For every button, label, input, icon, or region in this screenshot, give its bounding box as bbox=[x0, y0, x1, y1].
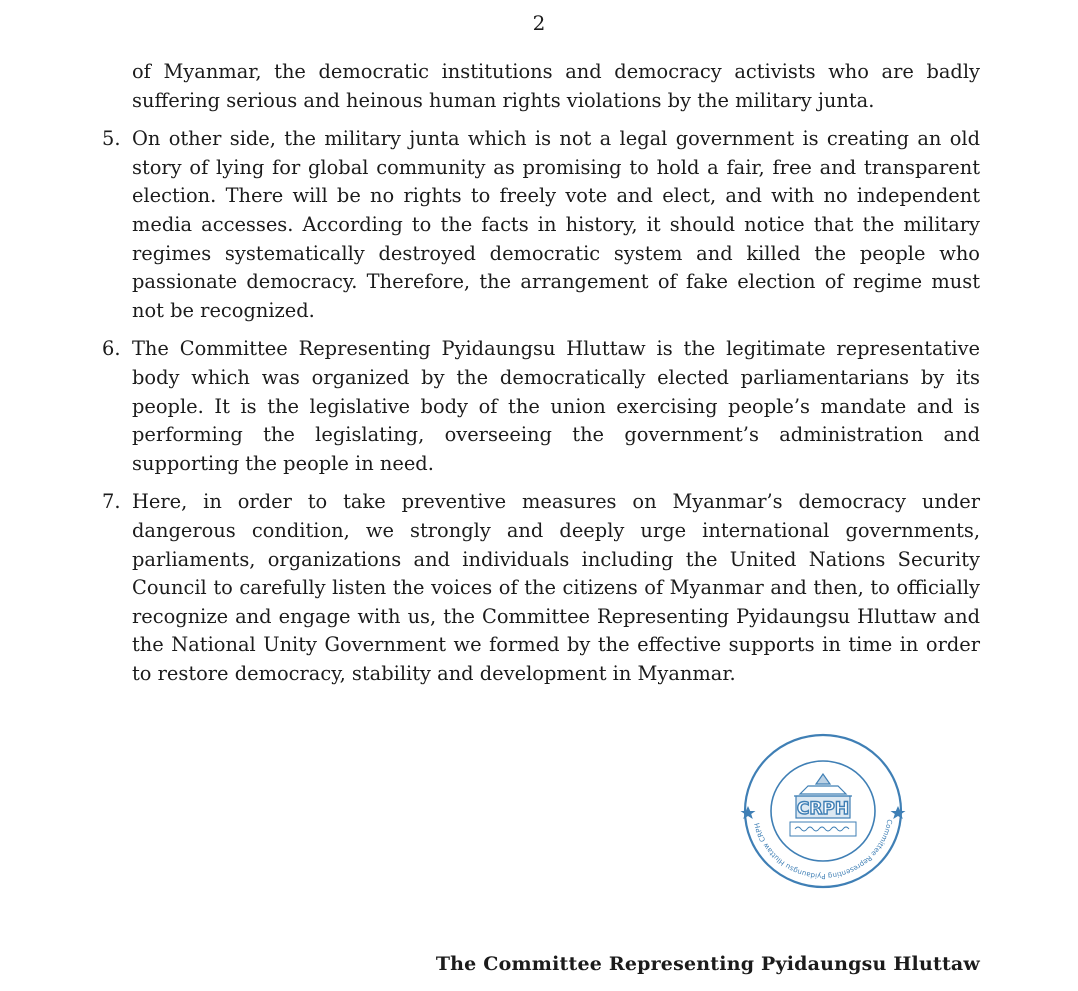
seal-graphic bbox=[738, 728, 908, 894]
paragraph-text: Here, in order to take preventive measures on Myanmar’s democracy under dangerous condition, we strongly and deeply urge international governments, parliaments, organizations and individuals including the United Nations Security Council to carefully listen the voices of the citizens of Myanmar and then, to officially recognize and engage with us, the Committee Representing Pyidaungsu Hluttaw and the National Unity Government we formed by the effective supports in time in order to restore democracy, stability and development in Myanmar. bbox=[132, 490, 980, 685]
signature-line: The Committee Representing Pyidaungsu Hluttaw bbox=[435, 953, 980, 975]
paragraph-text: On other side, the military junta which is not a legal government is creating an old story of lying for global community as promising to hold a fair, free and transparent election. There will be no rights to freely vote and elect, and with no independent media accesses. According to the facts in history, it should notice that the military regimes systematically destroyed democratic system and killed the people who passionate democracy. Therefore, the arrangement of fake election of regime must not be recognized. bbox=[132, 127, 980, 322]
document-body bbox=[96, 58, 980, 698]
paragraph-7 bbox=[96, 488, 980, 688]
seal-star-right-icon bbox=[891, 806, 906, 819]
paragraph-number: 5. bbox=[102, 127, 121, 151]
seal-acronym: CRPH bbox=[796, 799, 850, 819]
seal-outer-text: Committee Representing Pyidaungsu Hluttaw CRPH bbox=[753, 818, 894, 881]
paragraph-text: of Myanmar, the democratic institutions and democracy activists who are badly suffering serious and heinous human rights violations by the military junta. bbox=[132, 60, 980, 112]
paragraph-number: 7. bbox=[102, 490, 121, 514]
seal-star-left-icon bbox=[741, 806, 756, 819]
paragraph-5 bbox=[96, 125, 980, 325]
paragraph-6 bbox=[96, 335, 980, 478]
crph-seal bbox=[738, 728, 908, 894]
page-number: 2 bbox=[532, 11, 546, 35]
paragraph-number: 6. bbox=[102, 337, 121, 361]
seal-banner bbox=[790, 822, 856, 836]
seal-banner-script bbox=[795, 827, 849, 831]
paragraph-text: The Committee Representing Pyidaungsu Hluttaw is the legitimate representative body which was organized by the democratically elected parliamentarians by its people. It is the legislative body of the union exercising people’s mandate and is performing the legislating, overseeing the government’s administration and supporting the people in need. bbox=[132, 337, 980, 475]
paragraph-continuation bbox=[96, 58, 980, 115]
